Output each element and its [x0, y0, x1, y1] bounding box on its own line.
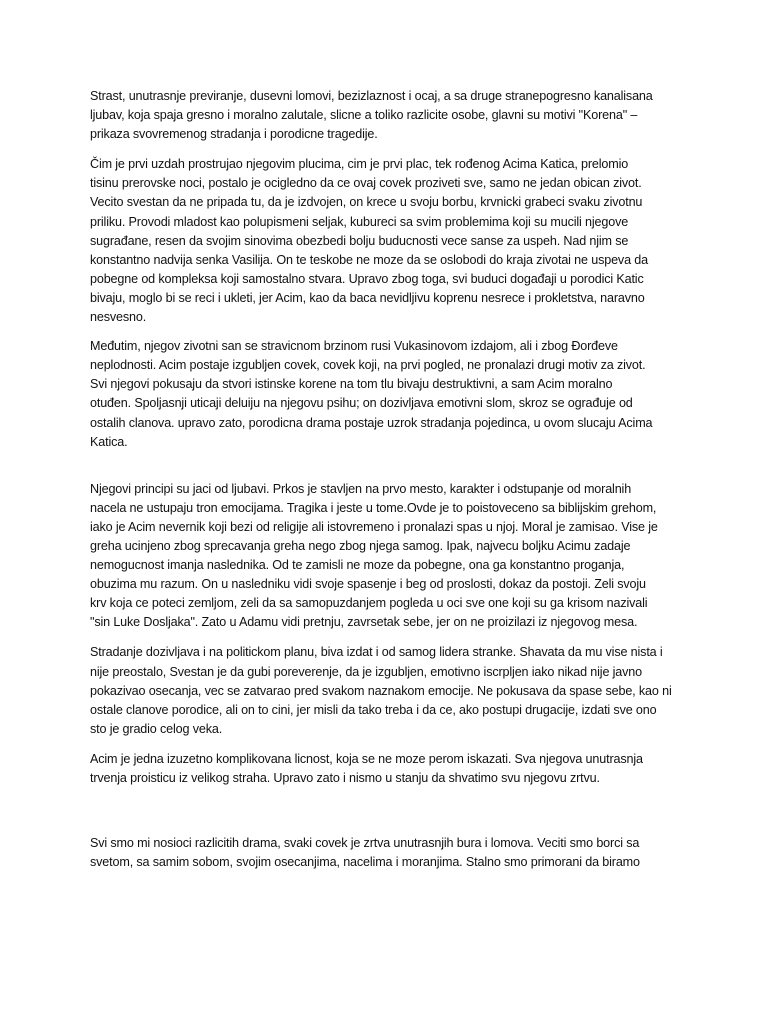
- paragraph-2: Čim je prvi uzdah prostrujao njegovim plucima, cim je prvi plac, tek rođenog Acima Katica, prelomio tisinu prerovske noci, postalo je ocigledno da ce ovaj covek proziveti sve, samo ne jedan obican zivot. Vecito svestan da ne pripada tu, da je izdvojen, on krece u svoju borbu, krvnicki grabeci svaku zivotnu priliku. Provodi mladost kao polupismeni seljak, kubureci sa svim problemima koji su mucili njegove sugrađane, resen da svojim sinovima obezbedi bolju buducnosti vece sanse za uspeh. Nad njim se konstantno nadvija senka Vasilija. On te teskobe ne moze da se oslobodi do kraja zivotai ne uspeva da pobegne od kompleksa koji samostalno stvara. Upravo zbog toga, svi buduci događaji u porodici Katic bivaju, moglo bi se reci i ukleti, jer Acim, kao da baca nevidljivu koprenu nesrece i prokletstva, naravno nesvesno.: [90, 157, 648, 325]
- paragraph-1: Strast, unutrasnje previranje, dusevni lomovi, bezizlaznost i ocaj, a sa druge stranepogresno kanalisana ljubav, koja spaja gresno i moralno zalutale, slicne a toliko razlicite osobe, glavni su motivi "Korena" – prikaza svovremenog stradanja i porodicne tragedije.: [90, 89, 653, 142]
- paragraph-3: Međutim, njegov zivotni san se stravicnom brzinom rusi Vukasinovom izdajom, ali i zbog Đorđeve neplodnosti. Acim postaje izgubljen covek, covek koji, na prvi pogled, ne pronalazi drugi motiv za zivot. Svi njegovi pokusaju da stvori istinske korene na tom tlu bivaju destruktivni, a sam Acim moralno otuđen. Spoljasnji uticaji deluiju na njegovu psihu; on dozivljava emotivni slom, skroz se ograđuje od ostalih clanova. upravo zato, porodicna drama postaje uzrok stradanja pojedinca, u ovom slucaju Acima Katica.: [90, 339, 653, 449]
- document-body: [90, 87, 690, 872]
- paragraph-4: Njegovi principi su jaci od ljubavi. Prkos je stavljen na prvo mesto, karakter i odstupanje od moralnih nacela ne ustupaju tron emocijama. Tragika i jeste u tome.Ovde je to poistoveceno sa biblijskim grehom, iako je Acim nevernik koji bezi od religije ali istovremeno i pronalazi spas u njoj. Moral je zamisao. Vise je greha ucinjeno zbog sprecavanja greha nego zbog njega samog. Ipak, najvecu boljku Acimu zadaje nemogucnost imanja naslednika. Od te zamisli ne moze da pobegne, ona ga konstantno proganja, obuzima mu razum. On u nasledniku vidi svoje spasenje i beg od proslosti, dokaz da postoji. Zeli svoju krv koja ce poteci zemljom, zeli da sa samopuzdanjem pogleda u oci sve one koji su ga krisom nazivali "sin Luke Dosljaka". Zato u Adamu vidi pretnju, zavrsetak sebe, jer on ne proizilazi iz njegovog mesa.: [90, 481, 658, 630]
- paragraph-5: Stradanje dozivljava i na politickom planu, biva izdat i od samog lidera stranke. Shavata da mu vise nista i nije preostalo, Svestan je da gubi poreverenje, da je izgubljen, emotivno iscrpljen iako nikad nije javno pokazivao osecanja, vec se zatvarao pred svakom naznakom emocije. Ne pokusava da spase sebe, kao ni ostale clanove porodice, ali on to cini, jer misli da tako treba i da ce, ako postupi drugacije, izdati sve ono sto je gradio celog veka.: [90, 645, 672, 736]
- paragraph-7: Svi smo mi nosioci razlicitih drama, svaki covek je zrtva unutrasnjih bura i lomova. Veciti smo borci sa svetom, sa samim sobom, svojim osecanjima, nacelima i moranjima. Stalno smo primorani da biramo: [90, 836, 640, 870]
- paragraph-6: Acim je jedna izuzetno komplikovana licnost, koja se ne moze perom iskazati. Sva njegova unutrasnja trvenja proisticu iz velikog straha. Upravo zato i nismo u stanju da shvatimo svu njegovu zrtvu.: [90, 751, 643, 785]
